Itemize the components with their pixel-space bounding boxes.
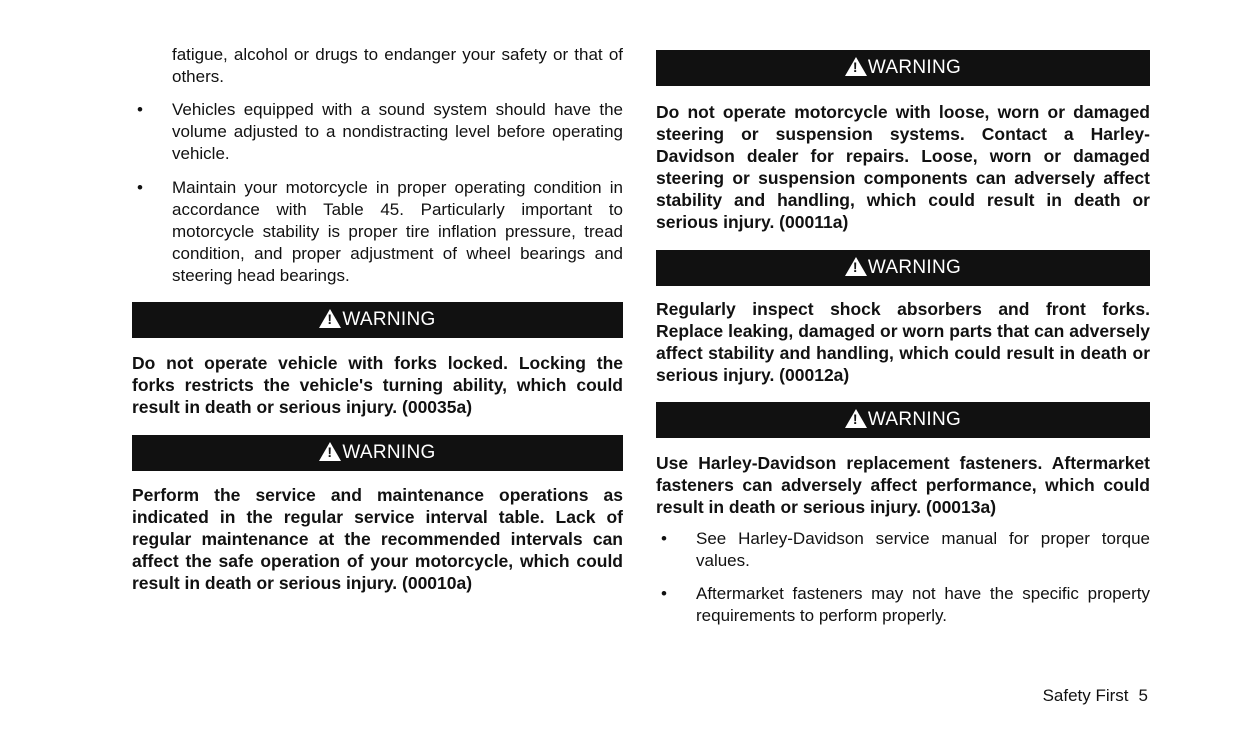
- bullet-icon: •: [661, 529, 667, 548]
- warning-triangle-icon: [845, 257, 867, 276]
- list-item-text: Maintain your motorcycle in proper operating condition in accordance with Table 45. Particularly important to motorcycle stability is proper tire inflation pressure, tread condition, and proper adjustment of wheel bearings and steering head bearings.: [172, 178, 623, 285]
- warning-text: Perform the service and maintenance operations as indicated in the regular service interval table. Lack of regular maintenance at the recommended intervals can affect the safe operation of your motorcycle, which could result in death or serious injury. (00010a): [132, 485, 623, 593]
- warning-banner: [656, 50, 1150, 86]
- warning-text: Do not operate motorcycle with loose, worn or damaged steering or suspension systems. Contact a Harley-Davidson dealer for repairs. Loose, worn or damaged steering or suspension components can adversely affect stability and handling, which could result in death or serious injury. (00011a): [656, 102, 1150, 232]
- bullet-icon: •: [137, 178, 143, 197]
- list-item-text: Aftermarket fasteners may not have the specific property requirements to perform properly.: [696, 584, 1150, 625]
- warning-text: Use Harley-Davidson replacement fasteners. Aftermarket fasteners can adversely affect performance, which could result in death or serious injury. (00013a): [656, 453, 1150, 517]
- warning-banner: [132, 302, 623, 338]
- page-number: 5: [1138, 686, 1148, 705]
- warning-banner: [656, 250, 1150, 286]
- list-item: [656, 583, 1150, 627]
- section-name: Safety First: [1042, 686, 1129, 705]
- warning-triangle-icon: [845, 409, 867, 428]
- list-item-text: Vehicles equipped with a sound system should have the volume adjusted to a nondistracting level before operating vehicle.: [172, 100, 623, 163]
- warning-triangle-icon: [845, 57, 867, 76]
- bullet-icon: •: [137, 100, 143, 119]
- list-item: [132, 99, 623, 165]
- list-item: [656, 528, 1150, 572]
- warning-text: Regularly inspect shock absorbers and front forks. Replace leaking, damaged or worn parts that can adversely affect stability and handling, which could result in death or serious injury. (00012a): [656, 299, 1150, 385]
- bullet-icon: •: [661, 584, 667, 603]
- warning-triangle-icon: [319, 442, 341, 461]
- warning-text: Do not operate vehicle with forks locked. Locking the forks restricts the vehicle's turning ability, which could result in death or serious injury. (00035a): [132, 353, 623, 417]
- page-footer: [1043, 686, 1148, 706]
- warning-banner: [132, 435, 623, 471]
- continuation-paragraph: fatigue, alcohol or drugs to endanger your safety or that of others.: [172, 45, 623, 86]
- warning-triangle-icon: [319, 309, 341, 328]
- warning-label: WARNING: [342, 309, 436, 330]
- list-item: [132, 177, 623, 287]
- list-item-text: See Harley-Davidson service manual for proper torque values.: [696, 529, 1150, 570]
- warning-label: WARNING: [867, 57, 962, 78]
- warning-label: WARNING: [867, 409, 962, 430]
- warning-label: WARNING: [867, 257, 962, 278]
- warning-label: WARNING: [342, 442, 436, 463]
- warning-banner: [656, 402, 1150, 438]
